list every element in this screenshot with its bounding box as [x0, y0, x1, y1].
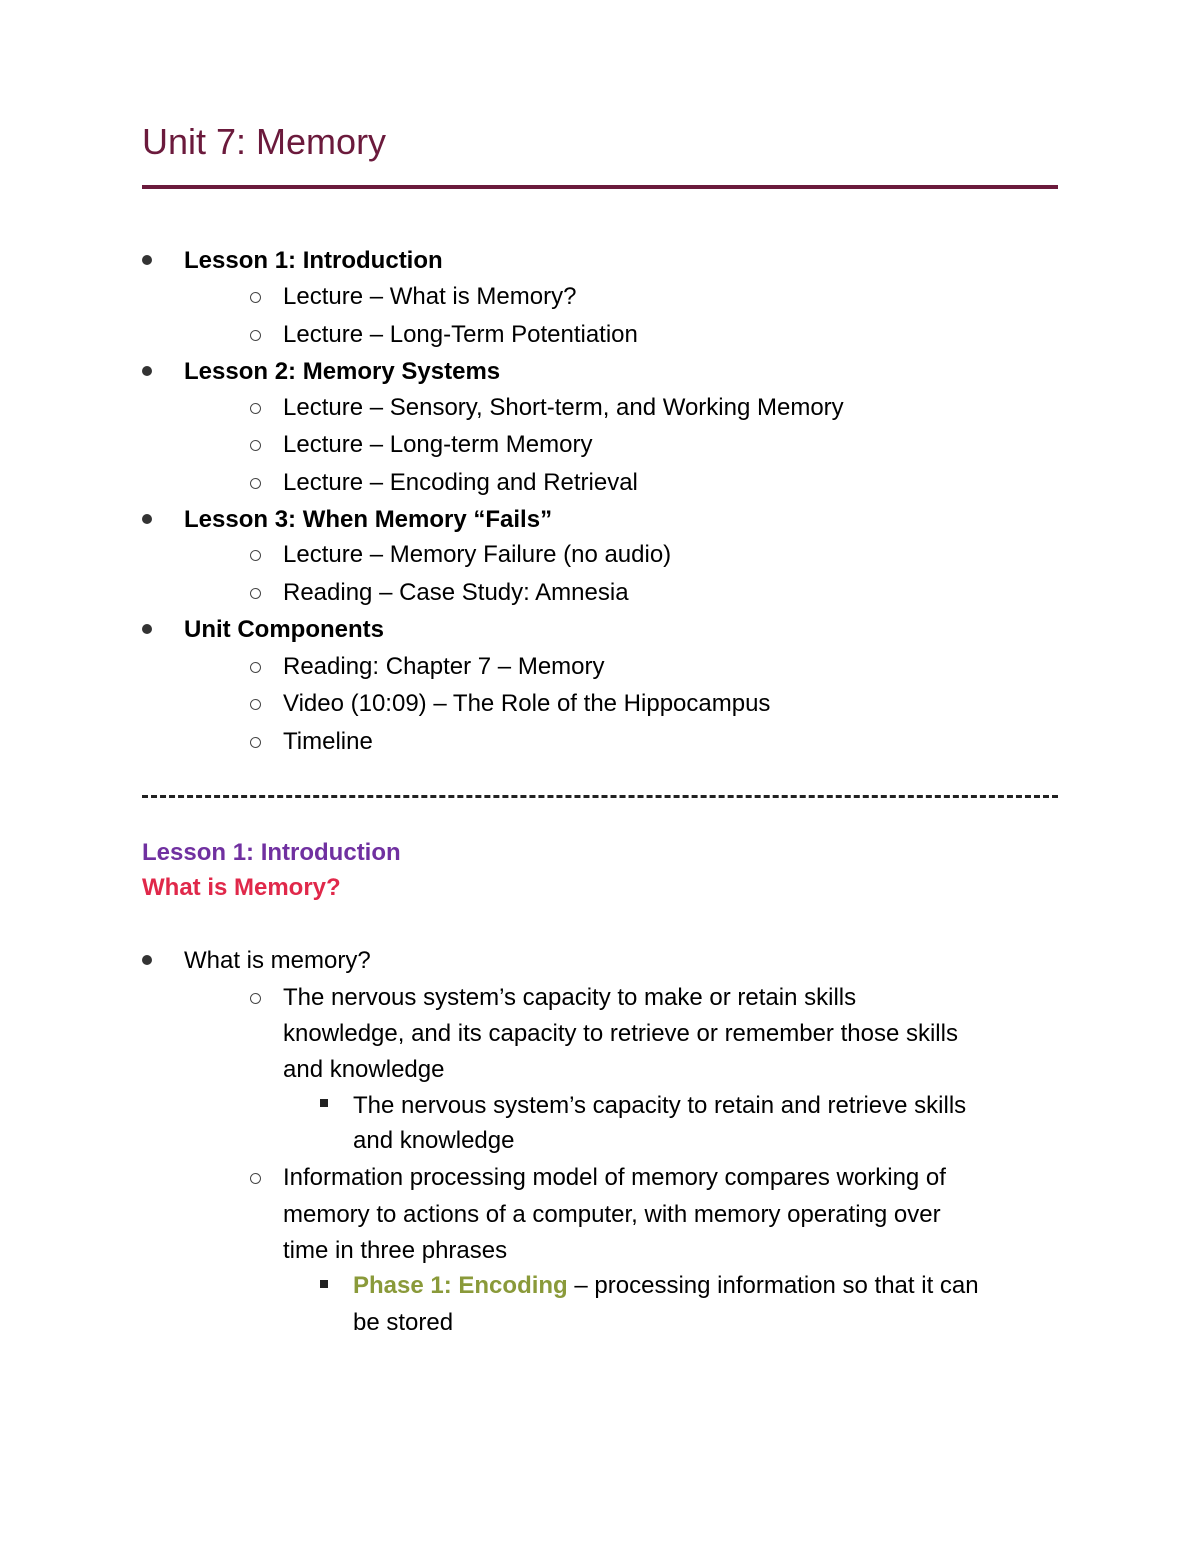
outline-item: Lecture – Long-term Memory: [283, 431, 593, 458]
outline-item: Lecture – Long-Term Potentiation: [283, 321, 638, 348]
section-topic-heading: What is Memory?: [142, 874, 341, 901]
note-model-line: Information processing model of memory compares working of: [283, 1164, 946, 1191]
bullet-circle: [250, 478, 261, 489]
note-subdefinition-line: and knowledge: [353, 1127, 515, 1154]
outline-lesson-3: Lesson 3: When Memory “Fails”: [184, 506, 553, 533]
bullet-circle: [250, 292, 261, 303]
bullet-circle: [250, 993, 261, 1004]
phase-1-label: Phase 1: Encoding: [353, 1272, 568, 1299]
bullet-circle: [250, 403, 261, 414]
note-phase-1: [353, 1271, 979, 1301]
bullet-dot: [142, 255, 152, 265]
page-title: Unit 7: Memory: [142, 121, 387, 162]
bullet-circle: [250, 440, 261, 451]
outline-item: Timeline: [283, 728, 373, 755]
outline-item: Lecture – What is Memory?: [283, 283, 577, 310]
bullet-square: [320, 1280, 328, 1288]
note-phase-1-continued: be stored: [353, 1309, 454, 1336]
phase-1-description: – processing information so that it can: [567, 1272, 979, 1299]
bullet-circle: [250, 662, 261, 673]
bullet-dot: [142, 366, 152, 376]
outline-lesson-1: Lesson 1: Introduction: [184, 247, 443, 274]
note-model-line: time in three phrases: [283, 1237, 508, 1264]
note-definition-line: knowledge, and its capacity to retrieve or remember those skills: [283, 1020, 958, 1047]
note-definition-line: The nervous system’s capacity to make or retain skills: [283, 984, 857, 1011]
outline-item: Lecture – Encoding and Retrieval: [283, 469, 638, 496]
bullet-dot: [142, 624, 152, 634]
outline-unit-components: Unit Components: [184, 616, 384, 643]
note-definition-line: and knowledge: [283, 1056, 445, 1083]
section-divider: [142, 795, 1058, 798]
bullet-circle: [250, 550, 261, 561]
bullet-circle: [250, 699, 261, 710]
bullet-dot: [142, 514, 152, 524]
outline-item: Video (10:09) – The Role of the Hippocampus: [283, 690, 771, 717]
outline-lesson-2: Lesson 2: Memory Systems: [184, 358, 501, 385]
bullet-circle: [250, 737, 261, 748]
note-model-line: memory to actions of a computer, with memory operating over: [283, 1201, 941, 1228]
outline-item: Reading: Chapter 7 – Memory: [283, 653, 605, 680]
outline-item: Reading – Case Study: Amnesia: [283, 579, 629, 606]
title-underline: [142, 185, 1058, 189]
bullet-square: [320, 1099, 328, 1107]
note-question: What is memory?: [184, 947, 371, 974]
section-lesson-heading: Lesson 1: Introduction: [142, 839, 401, 866]
note-subdefinition-line: The nervous system’s capacity to retain and retrieve skills: [353, 1092, 967, 1119]
bullet-dot: [142, 955, 152, 965]
outline-item: Lecture – Memory Failure (no audio): [283, 541, 672, 568]
bullet-circle: [250, 588, 261, 599]
bullet-circle: [250, 1173, 261, 1184]
outline-item: Lecture – Sensory, Short-term, and Working Memory: [283, 394, 844, 421]
bullet-circle: [250, 330, 261, 341]
